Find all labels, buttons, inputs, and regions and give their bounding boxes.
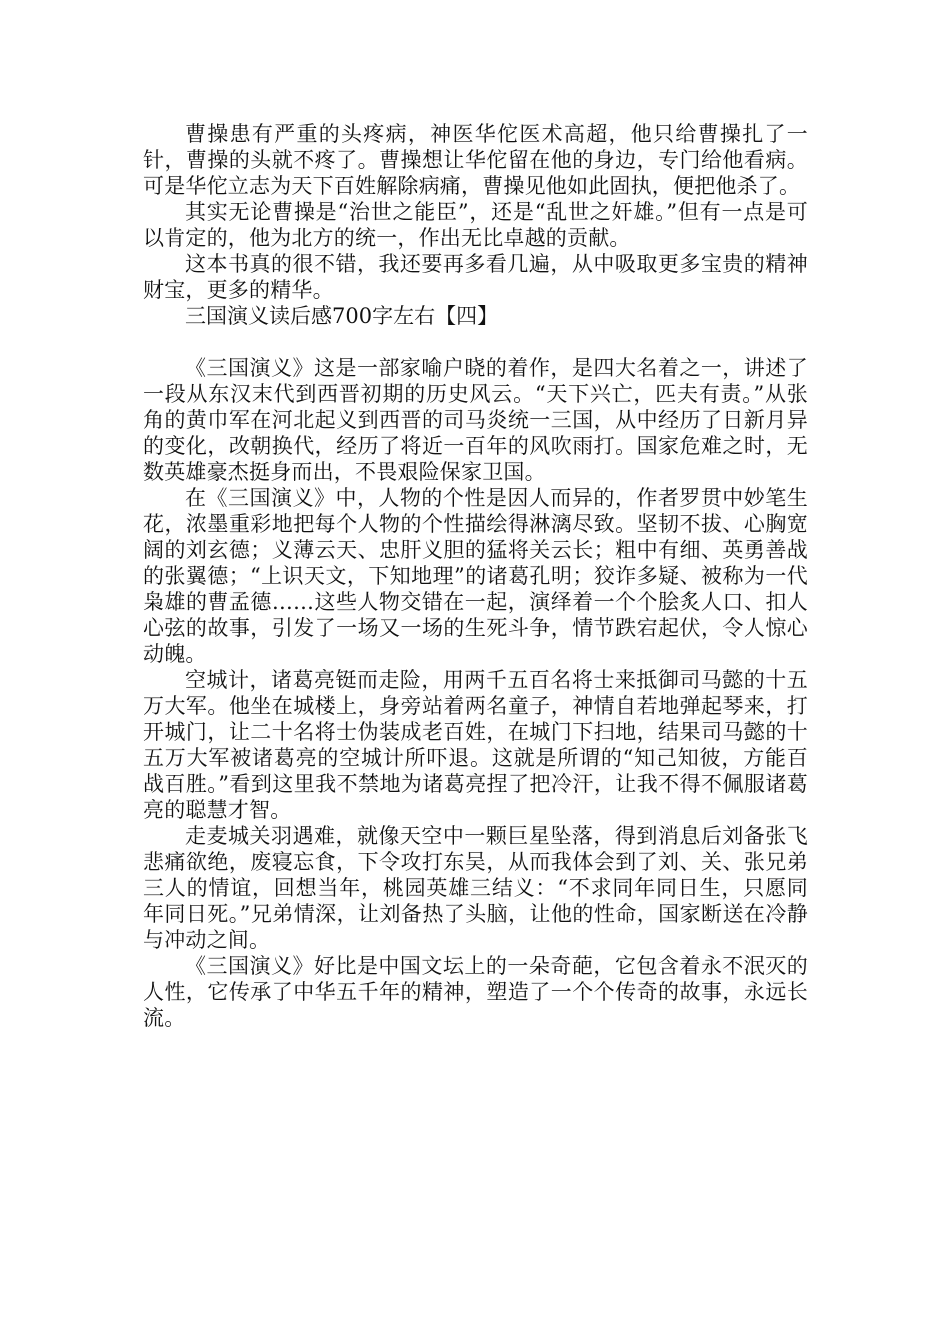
section-heading: 三国演义读后感700字左右【四】 [185,304,499,328]
paragraph-huatuo: 曹操患有严重的头疼病，神医华佗医术高超，他只给曹操扎了一针，曹操的头就不疼了。曹操想让华佗留在他的身边，专门给他看病。可是华佗立志为天下百姓解除病痛，曹操见他如此固执，便把他杀了。 [143,122,808,198]
paragraph-guanyu: 走麦城关羽遇难，就像天空中一颗巨星坠落，得到消息后刘备张飞悲痛欲绝，废寝忘食，下令攻打东吴，从而我体会到了刘、关、张兄弟三人的情谊，回想当年，桃园英雄三结义：“不求同年同日生，只愿同年同日死。”兄弟情深，让刘备热了头脑，让他的性命，国家断送在冷静与冲动之间。 [143,824,808,952]
blank-line [143,329,808,355]
document-body [143,121,808,1031]
paragraph-empty-city: 空城计，诸葛亮铤而走险，用两千五百名将士来抵御司马懿的十五万大军。他坐在城楼上，身旁站着两名童子，神情自若地弹起琴来，打开城门，让二十名将士伪装成老百姓，在城门下扫地，结果司马懿的十五万大军被诸葛亮的空城计所吓退。这就是所谓的“知己知彼，方能百战百胜。”看到这里我不禁地为诸葛亮捏了把冷汗，让我不得不佩服诸葛亮的聪慧才智。 [143,668,808,822]
paragraph-overview: 《三国演义》这是一部家喻户晓的着作，是四大名着之一，讲述了一段从东汉末代到西晋初期的历史风云。“天下兴亡，匹夫有责。”从张角的黄巾军在河北起义到西晋的司马炎统一三国，从中经历了日新月异的变化，改朝换代，经历了将近一百年的风吹雨打。国家危难之时，无数英雄豪杰挺身而出，不畏艰险保家卫国。 [143,356,808,484]
paragraph-characters: 在《三国演义》中，人物的个性是因人而异的，作者罗贯中妙笔生花，浓墨重彩地把每个人物的个性描绘得淋漓尽致。坚韧不拔、心胸宽阔的刘玄德；义薄云天、忠肝义胆的猛将关云长；粗中有细、英勇善战的张翼德；“上识天文，下知地理”的诸葛孔明；狡诈多疑、被称为一代枭雄的曹孟德……这些人物交错在一起，演绎着一个个脍炙人口、扣人心弦的故事，引发了一场又一场的生死斗争，情节跌宕起伏，令人惊心动魄。 [143,486,808,666]
paragraph-book-praise: 这本书真的很不错，我还要再多看几遍，从中吸取更多宝贵的精神财宝，更多的精华。 [143,252,808,302]
paragraph-conclusion: 《三国演义》好比是中国文坛上的一朵奇葩，它包含着永不泯灭的人性，它传承了中华五千年的精神，塑造了一个个传奇的故事，永远长流。 [143,954,808,1030]
paragraph-caocao-assessment: 其实无论曹操是“治世之能臣”，还是“乱世之奸雄。”但有一点是可以肯定的，他为北方的统一，作出无比卓越的贡献。 [143,200,808,250]
